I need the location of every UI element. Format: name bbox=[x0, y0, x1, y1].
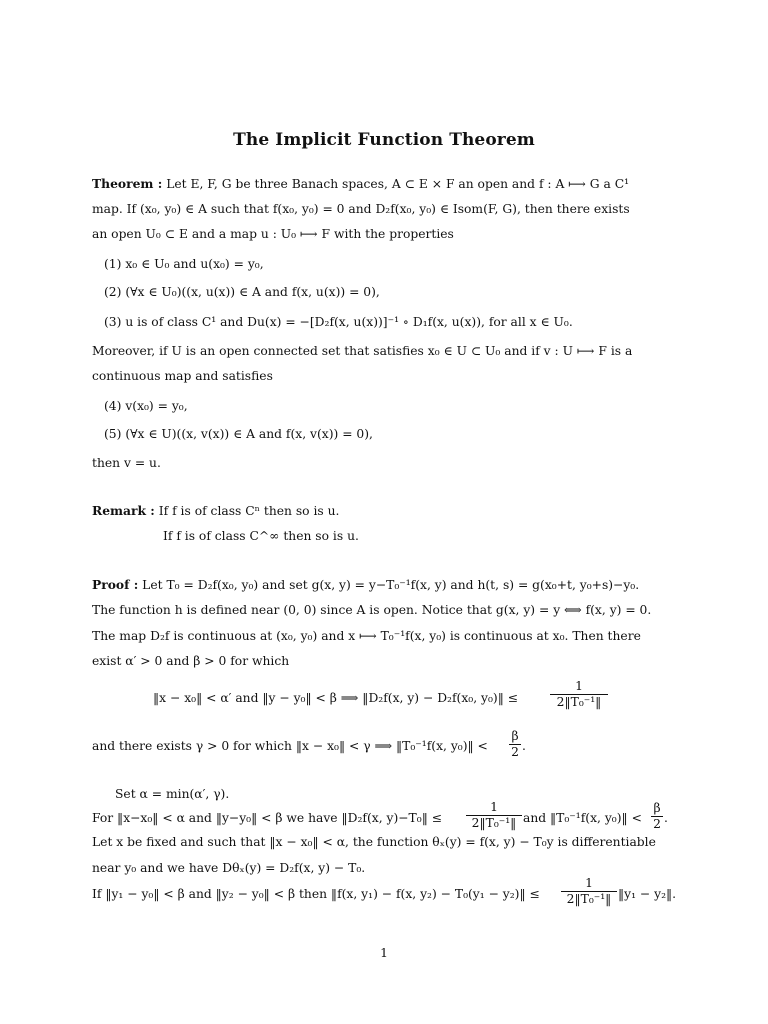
fraction-3-denominator: 2‖T₀⁻¹‖ bbox=[566, 892, 612, 906]
theorem-label: Theorem : bbox=[92, 176, 163, 191]
property-1: (1) x₀ ∈ U₀ and u(x₀) = y₀, bbox=[104, 257, 264, 271]
period-1: . bbox=[522, 739, 526, 753]
proof-line-10b: ‖y₁ − y₂‖. bbox=[618, 887, 677, 901]
fraction-1 bbox=[550, 679, 608, 710]
remark-label: Remark : bbox=[92, 503, 155, 518]
fraction-1-denominator: 2‖T₀⁻¹‖ bbox=[556, 695, 602, 709]
theorem-line-3: an open U₀ ⊂ E and a map u : U₀ ⟼ F with the properties bbox=[92, 227, 454, 241]
proof-line-4: exist α′ > 0 and β > 0 for which bbox=[92, 654, 290, 668]
property-4: (4) v(x₀) = y₀, bbox=[104, 399, 188, 413]
remark-line-1 bbox=[92, 503, 339, 519]
fraction-beta-half-1 bbox=[509, 729, 521, 760]
theorem-line-5: continuous map and satisfies bbox=[92, 369, 273, 383]
fraction-2-denominator: 2‖T₀⁻¹‖ bbox=[471, 816, 517, 830]
theorem-line-1 bbox=[92, 176, 629, 192]
proof-line-3: The map D₂f is continuous at (x₀, y₀) and x ⟼ T₀⁻¹f(x, y₀) is continuous at x₀. Then there bbox=[92, 629, 641, 643]
display-inequality-1: ‖x − x₀‖ < α′ and ‖y − y₀‖ < β ⟹ ‖D₂f(x, y) − D₂f(x₀, y₀)‖ ≤ bbox=[153, 691, 519, 705]
proof-text-1: Let T₀ = D₂f(x₀, y₀) and set g(x, y) = y−T₀⁻¹f(x, y) and h(t, s) = g(x₀+t, y₀+s)−y₀. bbox=[142, 578, 640, 592]
proof-line-1 bbox=[92, 577, 639, 593]
remark-text-1: If f is of class Cⁿ then so is u. bbox=[158, 504, 340, 518]
fraction-beta-half-2 bbox=[651, 801, 663, 832]
proof-line-9: near y₀ and we have Dθₓ(y) = D₂f(x, y) − T₀. bbox=[92, 861, 366, 875]
fraction-3 bbox=[561, 876, 617, 907]
fraction-beta-half-2-denominator: 2 bbox=[653, 817, 661, 831]
proof-line-8: Let x be fixed and such that ‖x − x₀‖ < α, the function θₓ(y) = f(x, y) − T₀y is differentiable bbox=[92, 835, 656, 849]
proof-line-7a: For ‖x−x₀‖ < α and ‖y−y₀‖ < β we have ‖D₂f(x, y)−T₀‖ ≤ bbox=[92, 811, 443, 825]
theorem-line-4: Moreover, if U is an open connected set that satisfies x₀ ∈ U ⊂ U₀ and if v : U ⟼ F is a bbox=[92, 344, 633, 358]
fraction-3-numerator: 1 bbox=[585, 876, 593, 890]
property-3: (3) u is of class C¹ and Du(x) = −[D₂f(x, u(x))]⁻¹ ∘ D₁f(x, u(x)), for all x ∈ U₀. bbox=[104, 315, 573, 329]
fraction-2-numerator: 1 bbox=[490, 800, 498, 814]
theorem-line-6: then v = u. bbox=[92, 456, 161, 470]
fraction-2 bbox=[466, 800, 522, 831]
fraction-beta-half-1-denominator: 2 bbox=[511, 745, 519, 759]
proof-line-10a: If ‖y₁ − y₀‖ < β and ‖y₂ − y₀‖ < β then ‖f(x, y₁) − f(x, y₂) − T₀(y₁ − y₂)‖ ≤ bbox=[92, 887, 540, 901]
period-2: . bbox=[664, 811, 668, 825]
fraction-beta-half-1-numerator: β bbox=[511, 729, 519, 743]
proof-line-5: and there exists γ > 0 for which ‖x − x₀‖ < γ ⟹ ‖T₀⁻¹f(x, y₀)‖ < bbox=[92, 739, 488, 753]
fraction-1-numerator: 1 bbox=[575, 679, 583, 693]
page-title: The Implicit Function Theorem bbox=[233, 130, 535, 150]
proof-line-6: Set α = min(α′, γ). bbox=[115, 787, 230, 801]
proof-line-2: The function h is defined near (0, 0) since A is open. Notice that g(x, y) = y ⟺ f(x, y) = 0. bbox=[92, 603, 652, 617]
page-number: 1 bbox=[380, 946, 388, 960]
fraction-beta-half-2-numerator: β bbox=[653, 801, 661, 815]
theorem-line-2: map. If (x₀, y₀) ∈ A such that f(x₀, y₀) = 0 and D₂f(x₀, y₀) ∈ Isom(F, G), then there exists bbox=[92, 202, 630, 216]
proof-label: Proof : bbox=[92, 577, 139, 592]
proof-line-7b: and ‖T₀⁻¹f(x, y₀)‖ < bbox=[523, 811, 642, 825]
remark-line-2: If f is of class C^∞ then so is u. bbox=[163, 529, 359, 543]
property-5: (5) (∀x ∈ U)((x, v(x)) ∈ A and f(x, v(x)) = 0), bbox=[104, 427, 373, 441]
property-2: (2) (∀x ∈ U₀)((x, u(x)) ∈ A and f(x, u(x)) = 0), bbox=[104, 285, 380, 299]
theorem-text-1: Let E, F, G be three Banach spaces, A ⊂ E × F an open and f : A ⟼ G a C¹ bbox=[166, 177, 630, 191]
